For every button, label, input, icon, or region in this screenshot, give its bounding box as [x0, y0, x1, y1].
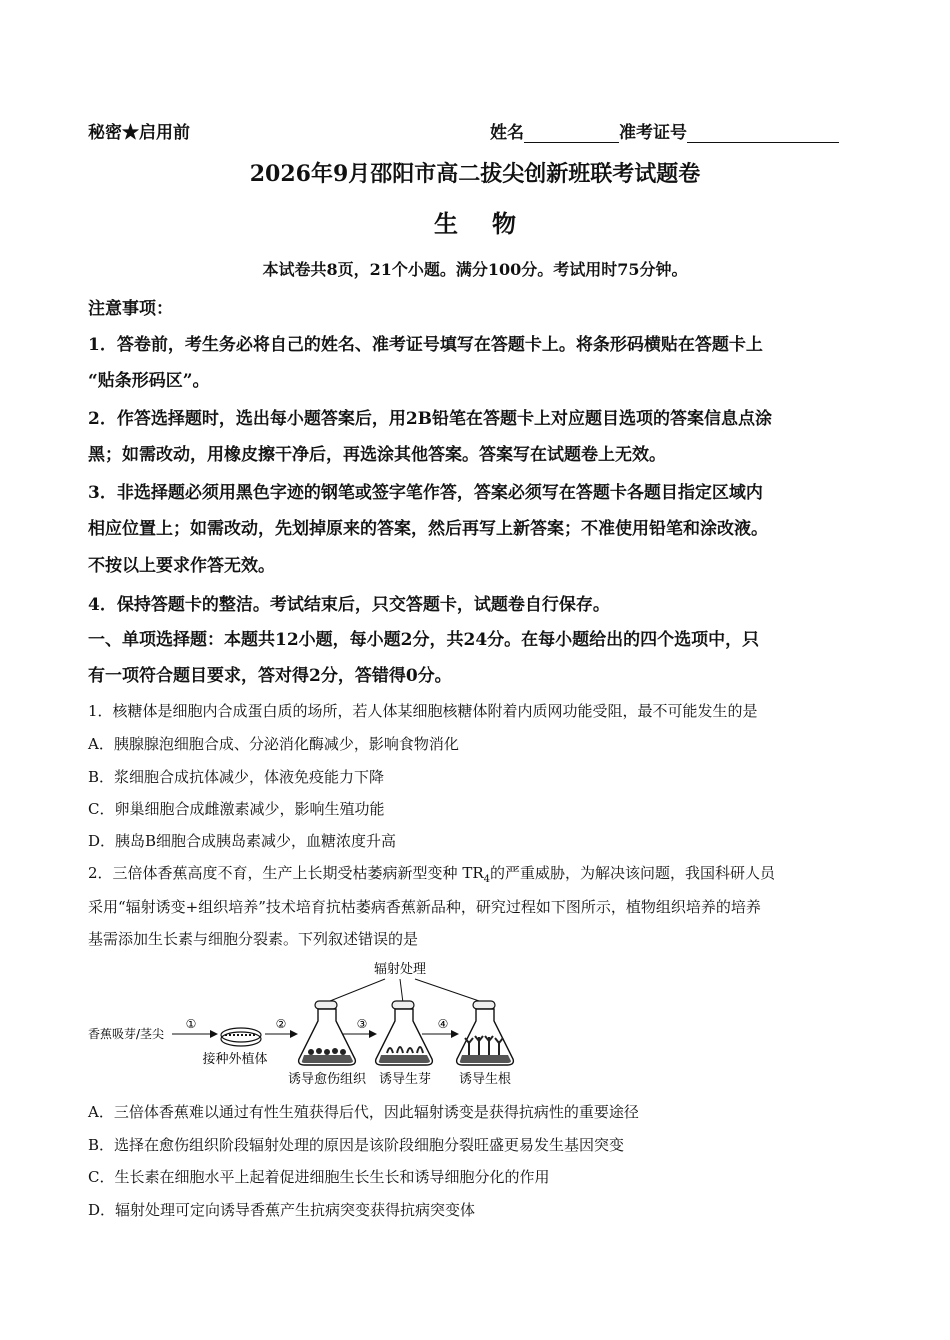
- radiation-line: [325, 979, 385, 1003]
- note-line: 黑；如需改动，用橡皮擦干净后，再选涂其他答案。答案写在试题卷上无效。: [88, 445, 666, 465]
- section-heading-cont: 有一项符合题目要求，答对得2分，答错得0分。: [88, 666, 452, 686]
- flask-callus-icon: [299, 1001, 356, 1065]
- note-line: 4．保持答题卡的整洁。考试结束后，只交答题卡，试题卷自行保存。: [88, 595, 610, 615]
- shoot-label: 诱导生芽: [378, 1072, 432, 1087]
- name-label: 姓名: [490, 123, 524, 143]
- step-1-label: ①: [185, 1017, 197, 1031]
- q2-option-c: C．生长素在细胞水平上起着促进细胞生长生长和诱导细胞分化的作用: [88, 1168, 550, 1186]
- q1-option-a: A．胰腺腺泡细胞合成、分泌消化酶减少，影响食物消化: [88, 735, 459, 753]
- note-line: 3．非选择题必须用黑色字迹的钢笔或签字笔作答，答案必须写在答题卡各题目指定区域内: [88, 483, 763, 503]
- note-line: 不按以上要求作答无效。: [88, 556, 275, 576]
- root-label: 诱导生根: [458, 1072, 512, 1087]
- q1-option-c: C．卵巢细胞合成雌激素减少，影响生殖功能: [88, 800, 385, 818]
- arrow-head: [210, 1030, 218, 1038]
- name-blank[interactable]: [524, 124, 619, 143]
- inoculate-label: 接种外植体: [202, 1052, 268, 1067]
- step-2-label: ②: [275, 1017, 287, 1031]
- confidential-mark: 秘密★启用前: [88, 123, 190, 143]
- step-3-label: ③: [356, 1017, 368, 1031]
- q2-option-d: D．辐射处理可定向诱导香蕉产生抗病突变获得抗病突变体: [88, 1201, 476, 1219]
- subject-title: 生物: [434, 209, 550, 238]
- flask-root-icon: [457, 1001, 514, 1065]
- candidate-info: [490, 118, 839, 143]
- exam-id-blank[interactable]: [687, 124, 839, 143]
- exam-summary: 本试卷共8页，21个小题。满分100分。考试用时75分钟。: [262, 260, 688, 279]
- callus-label: 诱导愈伤组织: [287, 1072, 367, 1087]
- exam-id-label: 准考证号: [619, 123, 687, 143]
- q1-option-b: B．浆细胞合成抗体减少，体液免疫能力下降: [88, 768, 385, 786]
- q1-stem: 1．核糖体是细胞内合成蛋白质的场所，若人体某细胞核糖体附着内质网功能受阻，最不可能发生的是: [88, 702, 758, 720]
- radiation-line: [415, 979, 485, 1003]
- step-4-label: ④: [437, 1017, 449, 1031]
- q2-stem-line2: 采用“辐射诱变+组织培养”技术培育抗枯萎病香蕉新品种，研究过程如下图所示，植物组织培养的培养: [88, 898, 761, 916]
- note-line: 2．作答选择题时，选出每小题答案后，用2B铅笔在答题卡上对应题目选项的答案信息点涂: [88, 409, 773, 429]
- q1-option-d: D．胰岛B细胞合成胰岛素减少，血糖浓度升高: [88, 832, 397, 850]
- source-label: 香蕉吸芽/茎尖: [88, 1027, 165, 1041]
- q2-option-b: B．选择在愈伤组织阶段辐射处理的原因是该阶段细胞分裂旺盛更易发生基因突变: [88, 1136, 625, 1154]
- q2-stem-line3: 基需添加生长素与细胞分裂素。下列叙述错误的是: [88, 930, 419, 948]
- radiation-line: [400, 979, 403, 1003]
- q2-option-a: A．三倍体香蕉难以通过有性生殖获得后代，因此辐射诱变是获得抗病性的重要途径: [88, 1103, 639, 1121]
- note-line: 1．答卷前，考生务必将自己的姓名、准考证号填写在答题卡上。将条形码横贴在答题卡上: [88, 335, 763, 355]
- tissue-culture-figure: [85, 955, 535, 1095]
- section-heading: 一、单项选择题：本题共12小题，每小题2分，共24分。在每小题给出的四个选项中，只: [88, 630, 760, 650]
- notes-heading: 注意事项：: [88, 299, 173, 319]
- note-line: 相应位置上；如需改动，先划掉原来的答案，然后再写上新答案；不准使用铅笔和涂改液。: [88, 519, 768, 539]
- exam-title: 2026年9月邵阳市高二拔尖创新班联考试题卷: [249, 161, 701, 187]
- flask-shoot-icon: [376, 1001, 433, 1065]
- radiation-label: 辐射处理: [373, 962, 427, 977]
- note-line: “贴条形码区”。: [88, 371, 210, 391]
- q2-stem-line1: 2．三倍体香蕉高度不育，生产上长期受枯萎病新型变种 $TR_4$的严重威胁，为解决该问题，我国科研人员: [88, 864, 776, 885]
